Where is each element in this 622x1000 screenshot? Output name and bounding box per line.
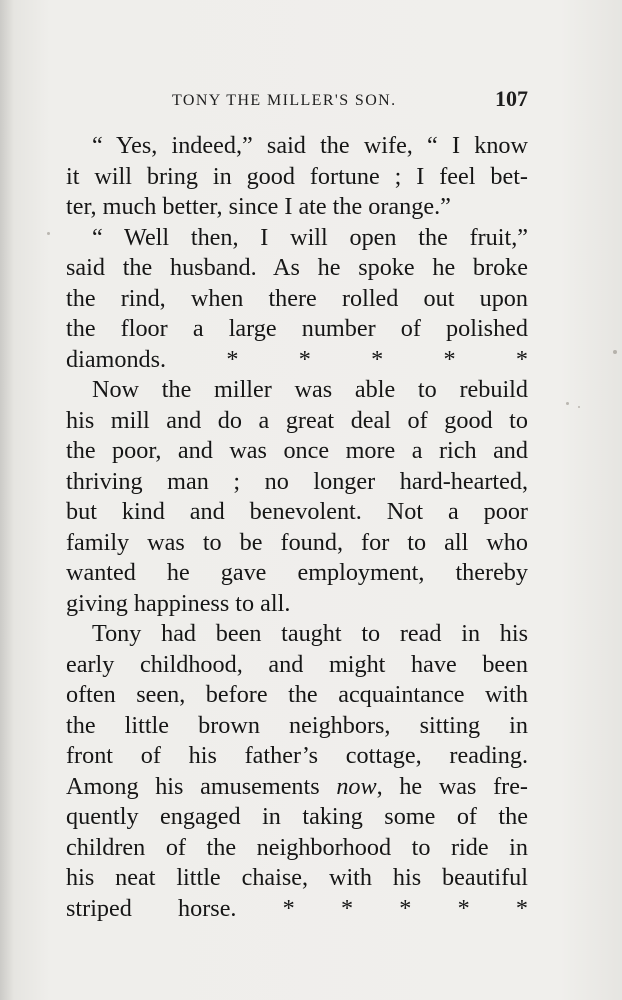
- text-line: the rind, when there rolled out upon: [66, 284, 528, 312]
- text-line: children of the neighborhood to ride in: [66, 833, 528, 861]
- text-run: Among his amusements: [66, 772, 337, 800]
- text-line: his mill and do a great deal of good to: [66, 406, 528, 434]
- paragraph-4: [66, 619, 528, 924]
- spine-shadow: [0, 0, 14, 1000]
- text-line: said the husband. As he spoke he broke: [66, 254, 528, 281]
- text-line: family was to be found, for to all who: [66, 528, 528, 556]
- paper-speck: [47, 232, 50, 235]
- text-line: early childhood, and might have been: [66, 650, 528, 678]
- text-line: often seen, before the acquaintance with: [66, 681, 528, 708]
- paper-speck: [566, 402, 569, 405]
- text-line: “ Well then, I will open the fruit,”: [92, 223, 528, 251]
- text-line: the little brown neighbors, sitting in: [66, 711, 528, 739]
- text-line: “ Yes, indeed,” said the wife, “ I know: [92, 132, 528, 159]
- text-line: thriving man ; no longer hard-hearted,: [66, 467, 528, 495]
- text-line: Now the miller was able to rebuild: [92, 376, 528, 403]
- running-head: [66, 84, 528, 114]
- text-line: striped horse. * * * * *: [66, 894, 528, 922]
- paragraph-3: [66, 375, 528, 619]
- italic-word: now: [336, 772, 377, 800]
- paper-speck: [613, 350, 617, 354]
- text-line: his neat little chaise, with his beautiful: [66, 864, 528, 891]
- page-number: 107: [495, 86, 528, 111]
- text-line: diamonds. * * * * *: [66, 345, 528, 373]
- text-line: giving happiness to all.: [66, 589, 291, 617]
- text-line: front of his father’s cottage, reading.: [66, 742, 528, 769]
- text-line: it will bring in good fortune ; I feel bet-: [66, 162, 528, 190]
- text-line: wanted he gave employment, thereby: [66, 559, 528, 586]
- paragraph-1: [66, 131, 528, 223]
- text-line: [66, 772, 528, 803]
- text-line: but kind and benevolent. Not a poor: [66, 498, 528, 525]
- text-line: ter, much better, since I ate the orange.”: [66, 193, 451, 220]
- body-text: [66, 131, 528, 924]
- paper-speck: [578, 406, 580, 408]
- running-title: TONY THE MILLER'S SON.: [172, 92, 397, 109]
- text-line: Tony had been taught to read in his: [92, 620, 528, 647]
- text-line: the poor, and was once more a rich and: [66, 437, 528, 464]
- text-line: the floor a large number of polished: [66, 315, 528, 342]
- paragraph-2: [66, 223, 528, 376]
- text-run: , he was fre-: [376, 772, 528, 800]
- text-line: quently engaged in taking some of the: [66, 803, 528, 830]
